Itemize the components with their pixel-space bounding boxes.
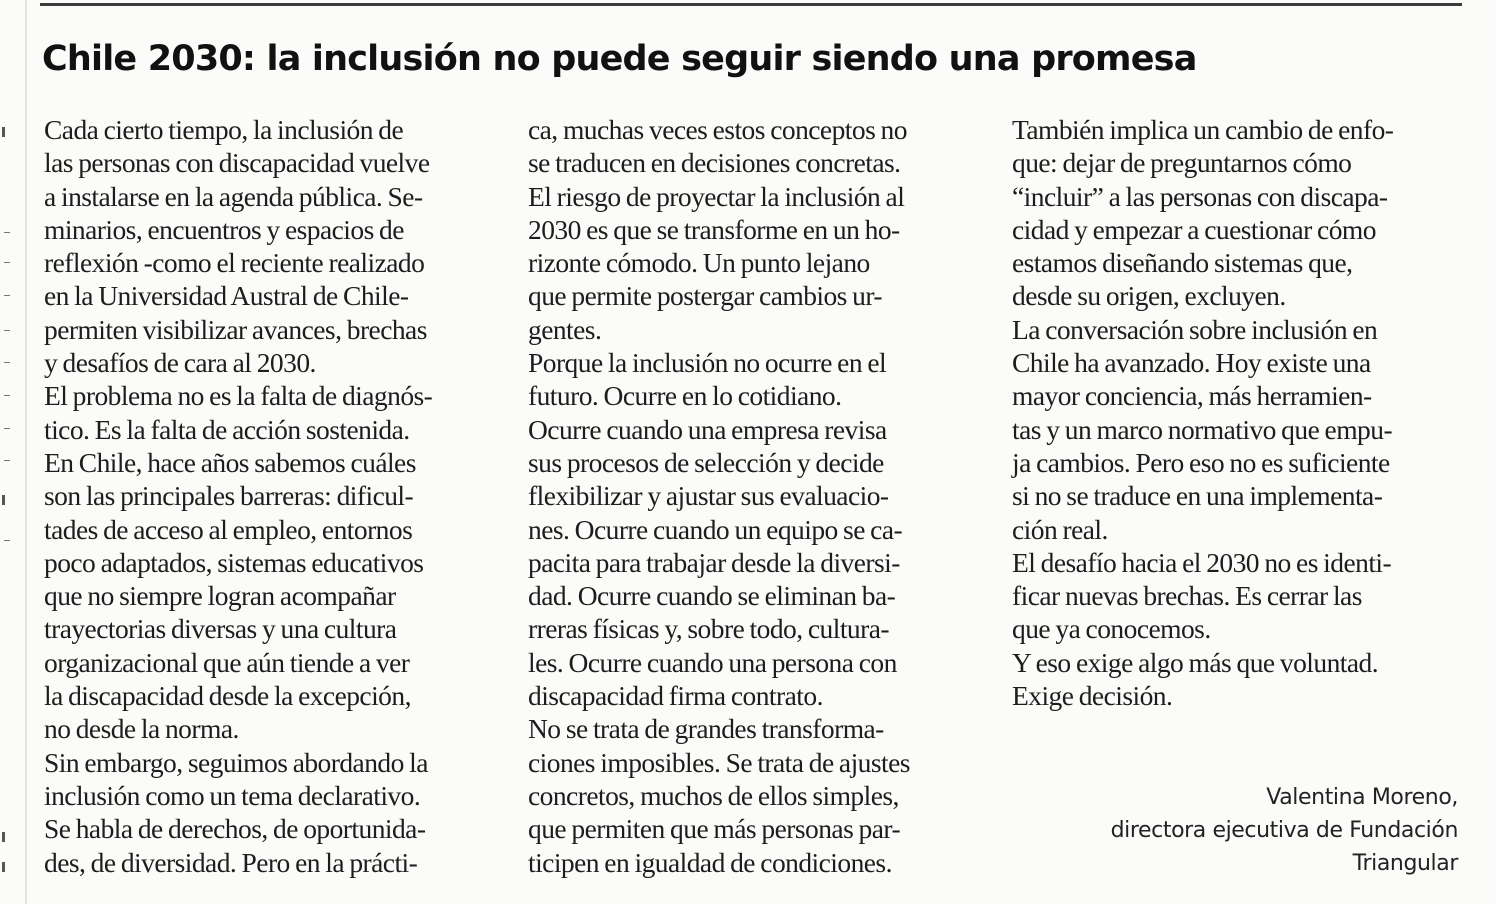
text-line: concretos, muchos de ellos simples, — [528, 779, 899, 811]
text-line: discapacidad firma contrato. — [528, 680, 823, 712]
text-line: El problema no es la falta de diagnós- — [44, 380, 433, 412]
text-line: No se trata de grandes transforma- — [528, 713, 884, 745]
text-line: ficar nuevas brechas. Es cerrar las — [1012, 580, 1362, 612]
text-line: desde su origen, excluyen. — [1012, 280, 1286, 312]
text-line: tas y un marco normativo que empu- — [1012, 413, 1393, 445]
text-line: flexibilizar y ajustar sus evaluacio- — [528, 480, 889, 512]
text-line: reflexión -como el reciente realizado — [44, 247, 425, 279]
text-line: gentes. — [528, 313, 602, 345]
author-role-line-2: Triangular — [1352, 851, 1458, 876]
text-line: ciones imposibles. Se trata de ajustes — [528, 746, 910, 778]
text-line: Sin embargo, seguimos abordando la — [44, 746, 428, 778]
text-line: tico. Es la falta de acción sostenida. — [44, 413, 410, 445]
text-line: que permite postergar cambios ur- — [528, 280, 883, 312]
text-line: ja cambios. Pero eso no es suficiente — [1012, 446, 1390, 478]
text-line: que no siempre logran acompañar — [44, 580, 396, 612]
text-line: Porque la inclusión no ocurre en el — [528, 347, 887, 379]
text-line: poco adaptados, sistemas educativos — [44, 546, 424, 578]
text-line: que permiten que más personas par- — [528, 813, 901, 845]
text-line: Chile ha avanzado. Hoy existe una — [1012, 347, 1371, 379]
text-line: inclusión como un tema declarativo. — [44, 779, 421, 811]
text-line: El riesgo de proyectar la inclusión al — [528, 180, 905, 212]
text-line: minarios, encuentros y espacios de — [44, 213, 404, 245]
text-line: futuro. Ocurre en lo cotidiano. — [528, 380, 842, 412]
text-line: en la Universidad Austral de Chile- — [44, 280, 409, 312]
text-line: dad. Ocurre cuando se eliminan ba- — [528, 580, 896, 612]
text-line: 2030 es que se transforme en un ho- — [528, 213, 900, 245]
text-line: mayor conciencia, más herramien- — [1012, 380, 1372, 412]
author-role-line-1: directora ejecutiva de Fundación — [1110, 818, 1458, 843]
text-line: Y eso exige algo más que voluntad. — [1012, 646, 1379, 678]
text-line: son las principales barreras: dificul- — [44, 480, 414, 512]
text-line: se traducen en decisiones concretas. — [528, 147, 901, 179]
text-line: trayectorias diversas y una cultura — [44, 613, 397, 645]
text-line: nes. Ocurre cuando un equipo se ca- — [528, 513, 903, 545]
text-line: ticipen en igualdad de condiciones. — [528, 846, 892, 878]
text-line: la discapacidad desde la excepción, — [44, 680, 411, 712]
text-line: Se habla de derechos, de oportunida- — [44, 813, 426, 845]
text-line: tades de acceso al empleo, entornos — [44, 513, 413, 545]
text-line: estamos diseñando sistemas que, — [1012, 247, 1353, 279]
text-line: sus procesos de selección y decide — [528, 446, 884, 478]
text-line: organizacional que aún tiende a ver — [44, 646, 410, 678]
text-line: rizonte cómodo. Un punto lejano — [528, 247, 870, 279]
author-name: Valentina Moreno, — [1266, 785, 1458, 810]
text-line: que: dejar de preguntarnos cómo — [1012, 147, 1352, 179]
author-signature — [1111, 781, 1458, 880]
text-line: si no se traduce en una implementa- — [1012, 480, 1383, 512]
article-column-2 — [528, 113, 980, 879]
text-line: cidad y empezar a cuestionar cómo — [1012, 213, 1376, 245]
adjacent-column-edge — [0, 0, 18, 904]
text-line: ción real. — [1012, 513, 1108, 545]
text-line: El desafío hacia el 2030 no es identi- — [1012, 546, 1392, 578]
text-line: En Chile, hace años sabemos cuáles — [44, 446, 416, 478]
text-line: permiten visibilizar avances, brechas — [44, 313, 427, 345]
text-line: Cada cierto tiempo, la inclusión de — [44, 114, 404, 145]
text-line: También implica un cambio de enfo- — [1012, 114, 1394, 145]
text-line: Exige decisión. — [1012, 680, 1173, 712]
text-line: y desafíos de cara al 2030. — [44, 347, 316, 379]
text-line: ca, muchas veces estos conceptos no — [528, 114, 907, 145]
text-line: rreras físicas y, sobre todo, cultura- — [528, 613, 889, 645]
text-line: no desde la norma. — [44, 713, 239, 745]
text-line: las personas con discapacidad vuelve — [44, 147, 430, 179]
text-line: La conversación sobre inclusión en — [1012, 313, 1378, 345]
text-line: des, de diversidad. Pero en la prácti- — [44, 846, 418, 878]
text-line: “incluir” a las personas con discapa- — [1012, 180, 1388, 212]
article-column-3 — [1012, 113, 1464, 712]
headline: Chile 2030: la inclusión no puede seguir siendo una promesa — [42, 39, 1197, 79]
text-line: a instalarse en la agenda pública. Se- — [44, 180, 423, 212]
text-line: que ya conocemos. — [1012, 613, 1211, 645]
article-column-1 — [44, 113, 496, 879]
text-line: Ocurre cuando una empresa revisa — [528, 413, 887, 445]
top-rule — [40, 3, 1462, 6]
text-line: pacita para trabajar desde la diversi- — [528, 546, 900, 578]
text-line: les. Ocurre cuando una persona con — [528, 646, 897, 678]
